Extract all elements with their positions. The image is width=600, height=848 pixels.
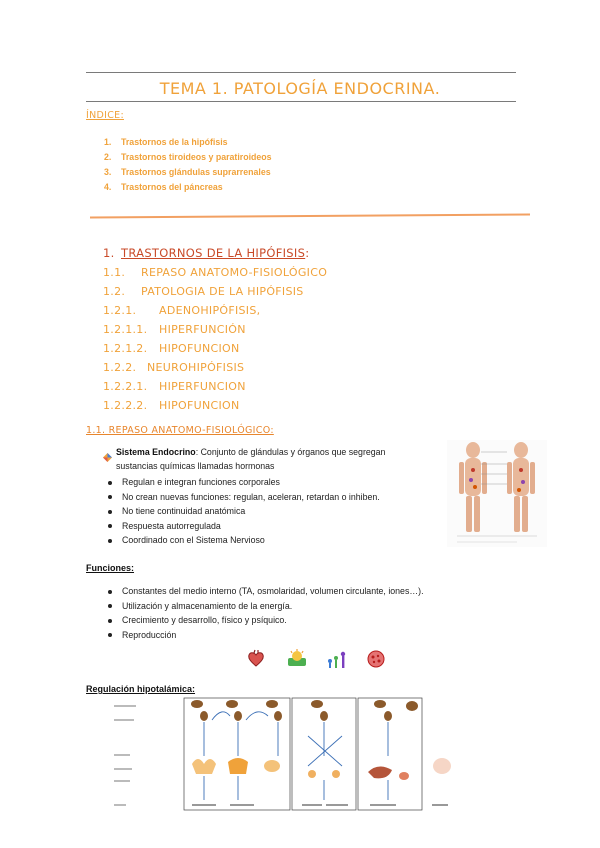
section-bullets: [106, 475, 380, 548]
title-rule: [86, 101, 516, 102]
definition: Sistema Endocrino: Conjunto de glándulas y órganos que segregan sustancias químicas llamadas hormonas: [116, 447, 386, 471]
diamond-bullet-icon: [103, 449, 112, 458]
outline-item: 1.2.1. ADENOHIPÓFISIS,: [103, 304, 261, 317]
index-item[interactable]: 2. Trastornos tiroideos y paratiroideos: [104, 152, 272, 162]
index-item[interactable]: 4. Trastornos del páncreas: [104, 182, 223, 192]
section-title: 1.1. REPASO ANATOMO-FISIOLÓGICO:: [86, 425, 274, 436]
index-label: ÍNDICE:: [86, 110, 124, 121]
outline-item: 1.2.2.1. HIPERFUNCION: [103, 380, 246, 393]
list-item: Reproducción: [106, 628, 424, 643]
growth-people-icon: [326, 649, 348, 669]
heart-anatomy-icon: [246, 649, 266, 669]
list-item: Utilización y almacenamiento de la energía.: [106, 599, 424, 614]
divider-line: [90, 213, 530, 218]
index-item[interactable]: 3. Trastornos glándulas suprarrenales: [104, 167, 271, 177]
list-item: No tiene continuidad anatómica: [106, 504, 380, 519]
list-item: Respuesta autorregulada: [106, 519, 380, 534]
outline-item: 1.2.2.2. HIPOFUNCION: [103, 399, 240, 412]
outline-item: 1.2.2. NEUROHIPÓFISIS: [103, 361, 245, 374]
outline-item: 1.2.1.2. HIPOFUNCION: [103, 342, 240, 355]
list-item: Coordinado con el Sistema Nervioso: [106, 533, 380, 548]
energy-battery-icon: [286, 649, 308, 669]
outline-heading: 1. TRASTORNOS DE LA HIPÓFISIS:: [103, 246, 310, 260]
hypothalamic-regulation-diagram: [112, 696, 502, 816]
outline-item: 1.2.1.1. HIPERFUNCIÓN: [103, 323, 246, 336]
functions-list: [106, 584, 424, 642]
regulation-label: Regulación hipotalámica:: [86, 684, 196, 694]
outline-item: 1.1. REPASO ANATOMO-FISIOLÓGICO: [103, 266, 328, 279]
index-list: [104, 135, 272, 195]
list-item: No crean nuevas funciones: regulan, aceleran, retardan o inhiben.: [106, 490, 380, 505]
index-item[interactable]: 1. Trastornos de la hipófisis: [104, 137, 228, 147]
outline-list: [103, 244, 327, 415]
top-rule: [86, 72, 516, 73]
list-item: Crecimiento y desarrollo, físico y psíquico.: [106, 613, 424, 628]
page-title: TEMA 1. PATOLOGÍA ENDOCRINA.: [159, 79, 441, 98]
endocrine-anatomy-figure: [447, 440, 547, 547]
functions-label: Funciones:: [86, 563, 135, 573]
outline-item: 1.2. PATOLOGIA DE LA HIPÓFISIS: [103, 285, 304, 298]
cell-icon: [366, 649, 386, 669]
list-item: Constantes del medio interno (TA, osmolaridad, volumen circulante, iones…).: [106, 584, 424, 599]
list-item: Regulan e integran funciones corporales: [106, 475, 380, 490]
